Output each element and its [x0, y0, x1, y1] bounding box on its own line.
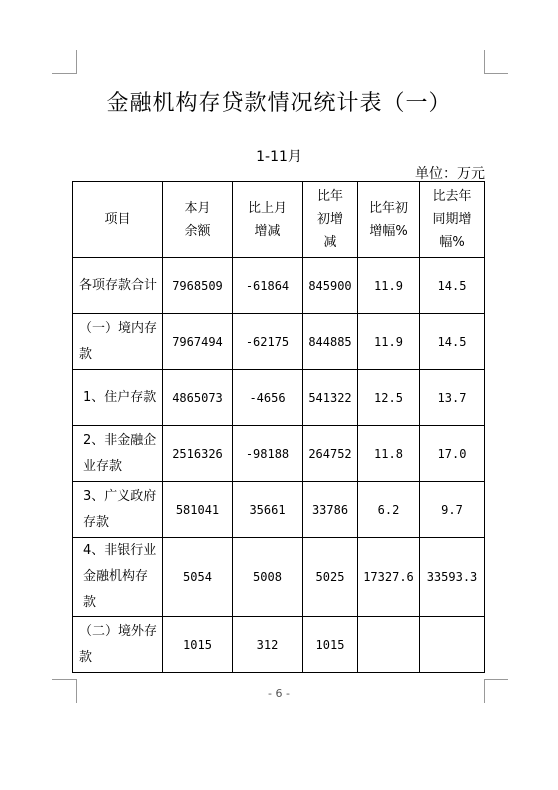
cell-yoy-growth: 33593.3: [420, 538, 485, 617]
cell-ytd-change: 264752: [303, 426, 358, 482]
row-label: 1、住户存款: [73, 370, 163, 426]
cell-mom-change: 5008: [233, 538, 303, 617]
cell-ytd-change: 5025: [303, 538, 358, 617]
table-row: [73, 426, 485, 482]
cell-ytd-growth: 6.2: [358, 482, 420, 538]
column-header-mom-change: 比上月增减: [233, 182, 303, 258]
crop-mark-top-right-v: [484, 50, 485, 74]
column-header-ytd-change: 比年初增减: [303, 182, 358, 258]
cell-yoy-growth: 14.5: [420, 258, 485, 314]
cell-mom-change: 35661: [233, 482, 303, 538]
cell-balance: 1015: [163, 617, 233, 673]
table-header-row: [73, 182, 485, 258]
row-label: （一）境内存款: [73, 314, 163, 370]
table-row: [73, 370, 485, 426]
column-header-ytd-growth: 比年初增幅%: [358, 182, 420, 258]
cell-mom-change: 312: [233, 617, 303, 673]
unit-label: 单位：万元: [415, 166, 485, 182]
cell-balance: 4865073: [163, 370, 233, 426]
cell-yoy-growth: 14.5: [420, 314, 485, 370]
cell-balance: 2516326: [163, 426, 233, 482]
row-label: 各项存款合计: [73, 258, 163, 314]
table-row: [73, 314, 485, 370]
cell-ytd-growth: 11.9: [358, 314, 420, 370]
cell-balance: 581041: [163, 482, 233, 538]
crop-mark-top-left-h: [52, 73, 76, 74]
cell-yoy-growth: 17.0: [420, 426, 485, 482]
cell-mom-change: -98188: [233, 426, 303, 482]
cell-yoy-growth: 13.7: [420, 370, 485, 426]
cell-ytd-change: 541322: [303, 370, 358, 426]
crop-mark-top-right-h: [484, 73, 508, 74]
cell-mom-change: -61864: [233, 258, 303, 314]
crop-mark-top-left-v: [76, 50, 77, 74]
cell-balance: 7967494: [163, 314, 233, 370]
cell-yoy-growth: 9.7: [420, 482, 485, 538]
cell-ytd-change: 845900: [303, 258, 358, 314]
cell-balance: 5054: [163, 538, 233, 617]
table-row: [73, 258, 485, 314]
cell-ytd-change: 1015: [303, 617, 358, 673]
cell-balance: 7968509: [163, 258, 233, 314]
cell-ytd-change: 33786: [303, 482, 358, 538]
cell-ytd-change: 844885: [303, 314, 358, 370]
table-row: [73, 482, 485, 538]
row-label: 2、非金融企业存款: [73, 426, 163, 482]
row-label: 3、广义政府存款: [73, 482, 163, 538]
cell-ytd-growth: 17327.6: [358, 538, 420, 617]
cell-mom-change: -4656: [233, 370, 303, 426]
column-header-balance: 本月余额: [163, 182, 233, 258]
cell-ytd-growth: 11.8: [358, 426, 420, 482]
cell-mom-change: -62175: [233, 314, 303, 370]
row-label: 4、非银行业金融机构存款: [73, 538, 163, 617]
cell-ytd-growth: [358, 617, 420, 673]
column-header-yoy-growth: 比去年同期增幅%: [420, 182, 485, 258]
cell-yoy-growth: [420, 617, 485, 673]
row-label: （二）境外存款: [73, 617, 163, 673]
document-title: 金融机构存贷款情况统计表（一）: [106, 91, 452, 116]
cell-ytd-growth: 11.9: [358, 258, 420, 314]
deposit-statistics-table: [72, 181, 485, 673]
page-number: - 6 -: [268, 687, 290, 700]
table-row: [73, 538, 485, 617]
crop-mark-bottom-left-h: [52, 679, 76, 680]
column-header-item: 项目: [73, 182, 163, 258]
cell-ytd-growth: 12.5: [358, 370, 420, 426]
crop-mark-bottom-right-h: [484, 679, 508, 680]
report-period: 1-11月: [256, 149, 302, 165]
table-row: [73, 617, 485, 673]
